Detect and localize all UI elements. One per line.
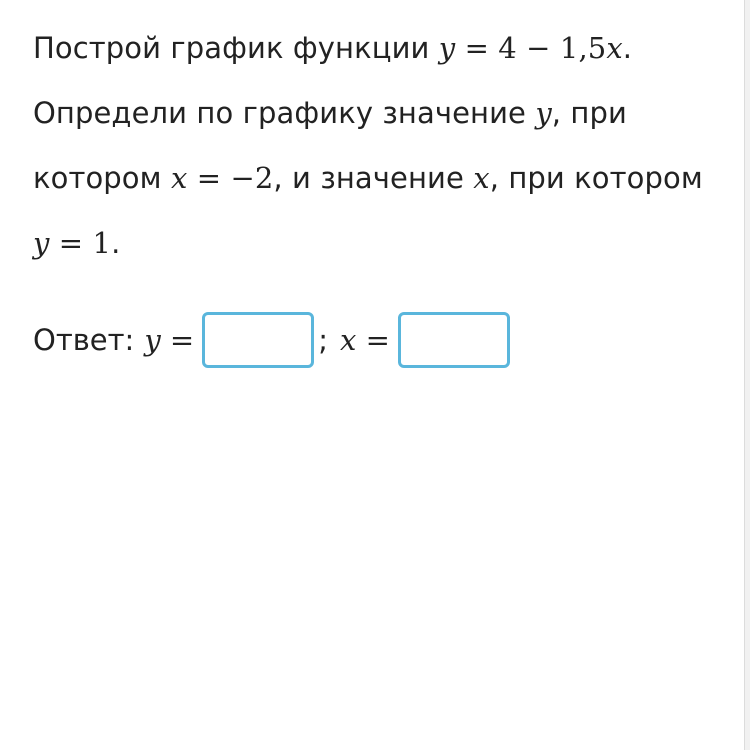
line3-x-value: = −2 bbox=[187, 161, 274, 195]
answer-x-label bbox=[340, 323, 390, 357]
line1-period: . bbox=[622, 31, 633, 65]
line2-y-var: y bbox=[535, 96, 552, 130]
answer-y-eq: = bbox=[160, 323, 195, 357]
answer-y-label bbox=[144, 323, 194, 357]
task-text bbox=[33, 16, 745, 276]
task-line-3 bbox=[33, 146, 745, 211]
answer-separator: ; bbox=[318, 323, 329, 357]
answer-y-input[interactable] bbox=[202, 312, 314, 368]
task-line2-text: Определи по графику значение bbox=[33, 96, 536, 130]
answer-x-input[interactable] bbox=[398, 312, 510, 368]
answer-row bbox=[33, 309, 510, 371]
line4-y-value: = 1 bbox=[49, 226, 112, 260]
formula-rhs: = 4 − 1,5 bbox=[455, 31, 607, 65]
answer-label: Ответ: bbox=[33, 323, 135, 357]
answer-x-var: x bbox=[340, 323, 357, 357]
line3-mid: , и значение bbox=[273, 161, 474, 195]
line3-end: , при котором bbox=[489, 161, 703, 195]
task-line-4 bbox=[33, 211, 745, 276]
formula-y-var: y bbox=[438, 31, 456, 65]
task-line3-text: котором bbox=[33, 161, 171, 195]
line4-end: . bbox=[111, 226, 121, 260]
answer-y-var: y bbox=[144, 323, 161, 357]
line4-y-var: y bbox=[33, 226, 50, 260]
function-formula bbox=[439, 31, 623, 65]
answer-x-eq: = bbox=[356, 323, 390, 357]
formula-x-var: x bbox=[606, 31, 623, 65]
line2-end: , при bbox=[551, 96, 627, 130]
task-line-2 bbox=[33, 81, 745, 146]
line3-x-var2: x bbox=[473, 161, 490, 195]
task-intro: Построй график функции bbox=[33, 31, 439, 65]
task-line-1 bbox=[33, 16, 745, 81]
line3-x-var: x bbox=[170, 161, 188, 195]
